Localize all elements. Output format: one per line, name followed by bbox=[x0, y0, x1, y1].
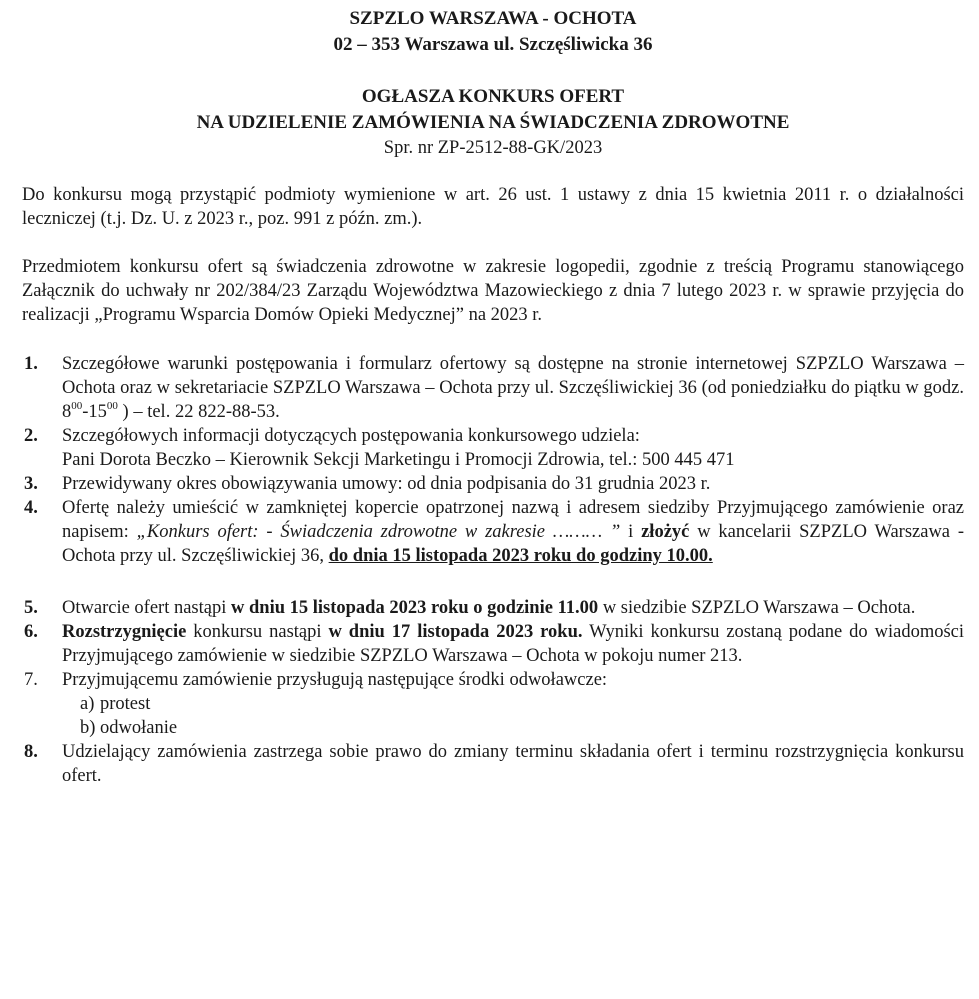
item-number: 2. bbox=[24, 426, 38, 446]
sub-item-label: a) bbox=[80, 694, 95, 714]
list-item bbox=[22, 472, 964, 496]
intro-paragraph-subject: Przedmiotem konkursu ofert są świadczenia zdrowotne w zakresie logopedii, zgodnie z treścią Programu stanowiącego Załącznik do uchwały nr 202/384/23 Zarządu Województwa Mazowieckiego z dnia 7 lutego 2023 r. w sprawie przyjęcia do realizacji „Programu Wsparcia Domów Opieki Medycznej” na 2023 r. bbox=[22, 257, 964, 325]
intro-paragraph-eligibility: Do konkursu mogą przystąpić podmioty wymienione w art. 26 ust. 1 ustawy z dnia 15 kwietnia 2011 r. o działalności leczniczej (t.j. Dz. U. z 2023 r., poz. 991 z późn. zm.). bbox=[22, 185, 964, 229]
item-number: 4. bbox=[24, 498, 38, 518]
list-item bbox=[22, 352, 964, 424]
org-name: SZPZLO WARSZAWA - OCHOTA bbox=[349, 8, 637, 29]
item-text: Szczegółowych informacji dotyczących postępowania konkursowego udziela: bbox=[62, 426, 640, 446]
item-text: Udzielający zamówienia zastrzega sobie prawo do zmiany terminu składania ofert i terminu rozstrzygnięcia konkursu ofert. bbox=[62, 742, 964, 786]
item-text: Ofertę należy umieścić w zamkniętej kopercie opatrzonej nazwą i adresem siedziby Przyjmującego zamówienie oraz napisem: bbox=[62, 498, 964, 542]
case-number: Spr. nr ZP-2512-88-GK/2023 bbox=[383, 138, 603, 158]
list-item bbox=[22, 424, 964, 472]
item-text: w kancelarii SZPZLO Warszawa - Ochota przy ul. Szczęśliwickiej 36, bbox=[62, 522, 965, 566]
item-text: ) – tel. 22 822-88-53. bbox=[117, 402, 280, 422]
superscript: 00 bbox=[106, 399, 118, 412]
sub-item-label: b) bbox=[80, 718, 96, 738]
item-number: 1. bbox=[24, 354, 38, 374]
item-text: Przyjmującemu zamówienie przysługują następujące środki odwoławcze: bbox=[62, 670, 608, 690]
list-item bbox=[22, 496, 964, 568]
item-text: -15 bbox=[82, 402, 107, 422]
conditions-list bbox=[22, 352, 964, 788]
sub-item-text: odwołanie bbox=[100, 718, 178, 738]
list-item bbox=[22, 668, 964, 740]
item-number: 6. bbox=[24, 622, 38, 642]
list-item bbox=[22, 596, 964, 620]
opening-date: w dniu 15 listopada 2023 roku o godzinie 11.00 bbox=[231, 598, 599, 618]
item-text: konkursu nastąpi bbox=[186, 622, 329, 642]
item-number: 5. bbox=[24, 598, 38, 618]
contact-person: Pani Dorota Beczko – Kierownik Sekcji Marketingu i Promocji Zdrowia, tel.: 500 445 471 bbox=[62, 450, 735, 470]
sub-item-text: protest bbox=[100, 694, 151, 714]
superscript: 00 bbox=[71, 399, 83, 412]
item-text: Otwarcie ofert nastąpi bbox=[62, 598, 231, 618]
announcement-title-line2: NA UDZIELENIE ZAMÓWIENIA NA ŚWIADCZENIA ZDROWOTNE bbox=[196, 112, 790, 133]
item-text: i bbox=[620, 522, 642, 542]
item-text: w siedzibie SZPZLO Warszawa – Ochota. bbox=[598, 598, 916, 618]
item-number: 7. bbox=[24, 670, 38, 690]
item-text: Wyniki konkursu zostaną podane do wiadomości Przyjmującego zamówienie w siedzibie SZPZLO Warszawa – Ochota w pokoju numer 213. bbox=[62, 622, 965, 666]
item-text: Szczegółowe warunki postępowania i formularz ofertowy są dostępne na stronie internetowej SZPZLO Warszawa – Ochota oraz w sekretariacie SZPZLO Warszawa – Ochota przy ul. Szczęśliwickiej 36 (od poniedziałku do piątku w godz. 8 bbox=[62, 354, 964, 422]
bold-word: złożyć bbox=[641, 522, 690, 542]
list-item bbox=[22, 620, 964, 668]
item-number: 8. bbox=[24, 742, 38, 762]
sub-item bbox=[62, 692, 964, 716]
org-address: 02 – 353 Warszawa ul. Szczęśliwicka 36 bbox=[333, 34, 653, 55]
envelope-label: „Konkurs ofert: - Świadczenia zdrowotne w zakresie ……… ” bbox=[136, 522, 621, 542]
resolution-date: w dniu 17 listopada 2023 roku. bbox=[328, 622, 583, 642]
item-number: 3. bbox=[24, 474, 38, 494]
submission-deadline: do dnia 15 listopada 2023 roku do godziny 10.00. bbox=[328, 546, 713, 566]
list-item bbox=[22, 740, 964, 788]
item-text: Przewidywany okres obowiązywania umowy: od dnia podpisania do 31 grudnia 2023 r. bbox=[62, 474, 711, 494]
bold-word: Rozstrzygnięcie bbox=[62, 622, 187, 642]
sub-item bbox=[62, 716, 964, 740]
announcement-title-line1: OGŁASZA KONKURS OFERT bbox=[361, 86, 625, 107]
